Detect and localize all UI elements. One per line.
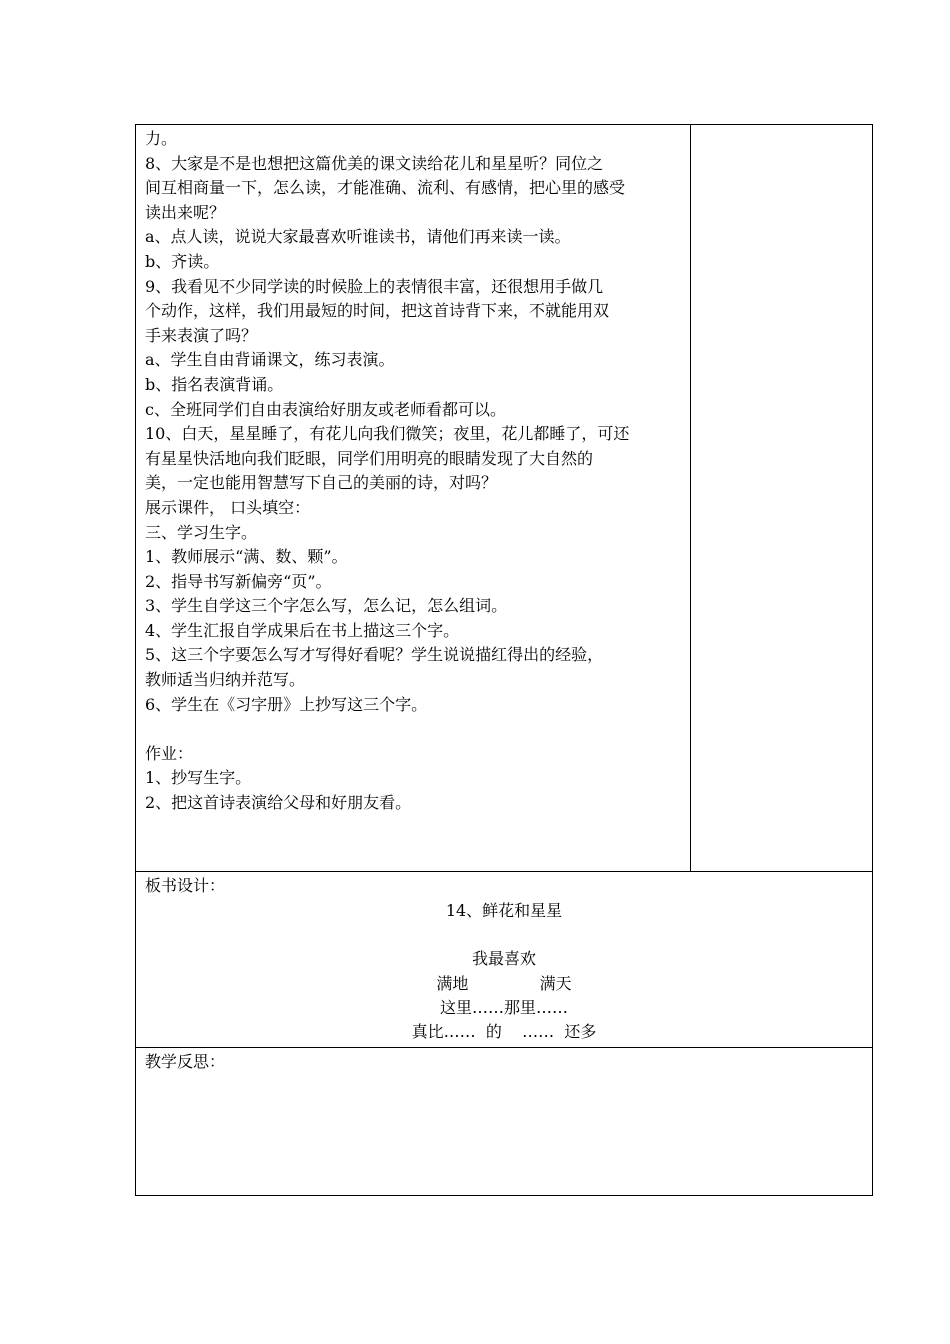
board-line-4: 真比…… 的 …… 还多 — [411, 1022, 597, 1041]
board-line-3: 这里……那里…… — [439, 998, 568, 1017]
lesson-process-row — [136, 125, 872, 872]
lesson-line: 手来表演了吗？ — [145, 325, 258, 345]
board-line-2: 满地 满天 — [436, 974, 572, 993]
lesson-line: a、学生自由背诵课文，练习表演。 — [145, 350, 395, 370]
lesson-line: 美，一定也能用智慧写下自己的美丽的诗，对吗？ — [145, 473, 498, 493]
teaching-reflection-row — [136, 1048, 872, 1195]
lesson-line: 读出来呢？ — [145, 202, 226, 222]
lesson-line: 三、学习生字。 — [145, 522, 258, 542]
board-design-label: 板书设计： — [145, 876, 226, 895]
lesson-line: 1、抄写生字。 — [145, 768, 252, 788]
lesson-line: b、指名表演背诵。 — [145, 374, 284, 394]
lesson-line — [145, 717, 682, 742]
lesson-line: 8、大家是不是也想把这篇优美的课文读给花儿和星星听？同位之 — [145, 153, 604, 173]
board-title: 14、鲜花和星星 — [445, 901, 563, 920]
board-line-1: 我最喜欢 — [471, 949, 536, 968]
lesson-line: 5、这三个字要怎么写才写得好看呢？学生说说描红得出的经验， — [145, 645, 604, 665]
lesson-line: 10、白天，星星睡了，有花儿向我们微笑；夜里，花儿都睡了，可还 — [145, 424, 630, 444]
lesson-line: 教师适当归纳并范写。 — [145, 670, 306, 690]
lesson-line: c、全班同学们自由表演给好朋友或老师看都可以。 — [145, 399, 506, 419]
notes-cell — [691, 125, 872, 871]
lesson-line: 有星星快活地向我们眨眼，同学们用明亮的眼睛发现了大自然的 — [145, 448, 594, 468]
lesson-line: 力。 — [145, 129, 178, 148]
lesson-line: 作业： — [145, 743, 194, 763]
lesson-line: 2、把这首诗表演给父母和好朋友看。 — [145, 793, 412, 813]
lesson-line: a、点人读，说说大家最喜欢听谁读书，请他们再来读一读。 — [145, 227, 571, 247]
lesson-line: 3、学生自学这三个字怎么写，怎么记，怎么组词。 — [145, 596, 508, 616]
lesson-line: 展示课件， 口头填空： — [145, 497, 311, 517]
lesson-line: b、齐读。 — [145, 251, 220, 271]
lesson-line: 个动作，这样，我们用最短的时间，把这首诗背下来，不就能用双 — [145, 301, 610, 321]
lesson-plan-table — [135, 124, 873, 1196]
lesson-line: 1、教师展示“满、数、颗”。 — [145, 547, 348, 567]
lesson-process-cell — [136, 125, 691, 871]
teaching-reflection-label: 教学反思： — [145, 1052, 226, 1071]
lesson-line: 6、学生在《习字册》上抄写这三个字。 — [145, 694, 428, 714]
lesson-line: 间互相商量一下，怎么读，才能准确、流利、有感情，把心里的感受 — [145, 178, 626, 198]
lesson-line: 2、指导书写新偏旁“页”。 — [145, 571, 332, 591]
lesson-line: 4、学生汇报自学成果后在书上描这三个字。 — [145, 620, 460, 640]
lesson-line: 9、我看见不少同学读的时候脸上的表情很丰富，还很想用手做几 — [145, 276, 604, 296]
board-design-row — [136, 872, 872, 1048]
